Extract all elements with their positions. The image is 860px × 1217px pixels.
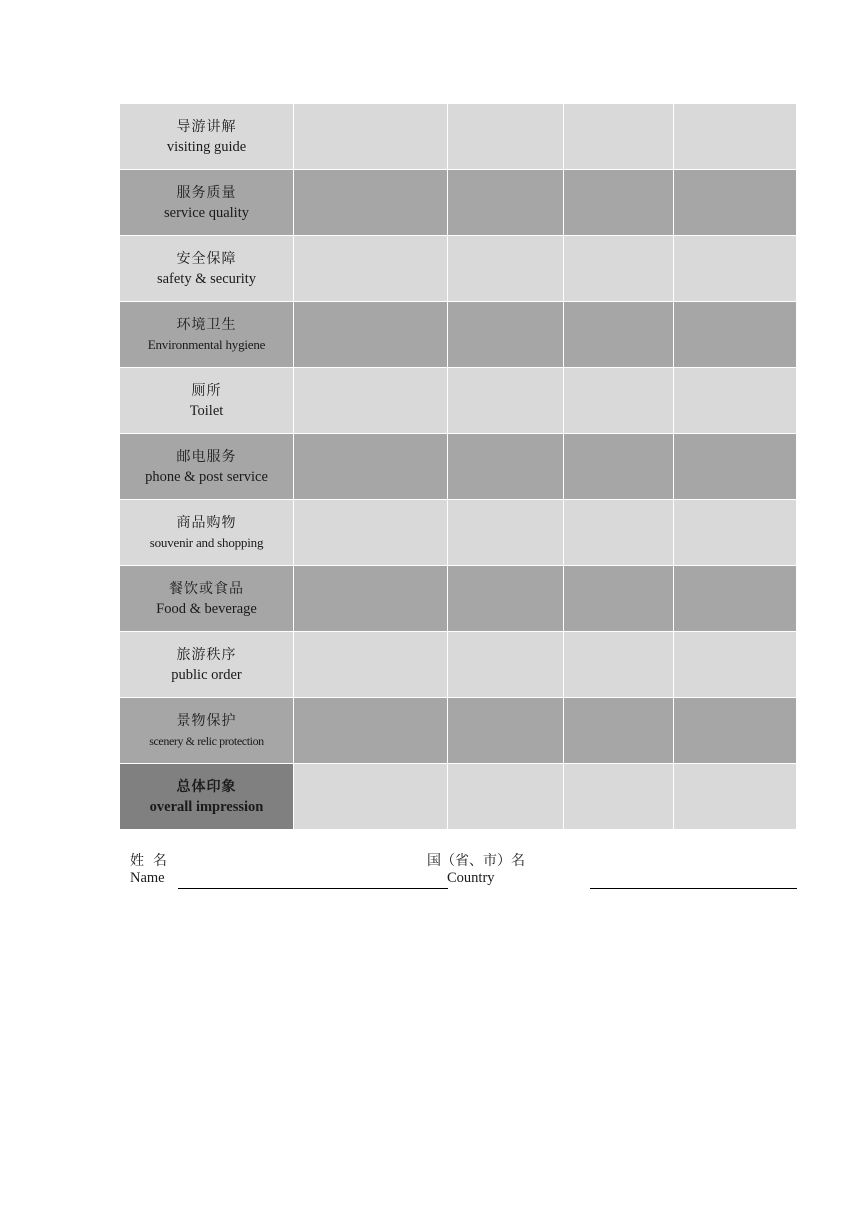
rating-cell[interactable] bbox=[294, 764, 448, 829]
row-label-en: overall impression bbox=[149, 798, 264, 815]
table-row-public-order bbox=[120, 632, 796, 698]
row-label bbox=[120, 302, 294, 367]
table-row-environmental-hygiene bbox=[120, 302, 796, 368]
row-label bbox=[120, 764, 294, 829]
row-label bbox=[120, 104, 294, 169]
row-label-zh: 景物保护 bbox=[176, 712, 237, 729]
rating-cell[interactable] bbox=[674, 500, 796, 565]
row-label bbox=[120, 368, 294, 433]
row-label-en: visiting guide bbox=[166, 138, 247, 155]
row-label-en: safety & security bbox=[156, 270, 257, 287]
row-label bbox=[120, 566, 294, 631]
name-label-en: Name bbox=[130, 870, 165, 886]
table-row-phone-post-service bbox=[120, 434, 796, 500]
rating-cell[interactable] bbox=[564, 434, 674, 499]
rating-cell[interactable] bbox=[448, 170, 564, 235]
rating-cell[interactable] bbox=[448, 632, 564, 697]
rating-cell[interactable] bbox=[294, 368, 448, 433]
rating-cell[interactable] bbox=[564, 632, 674, 697]
rating-cell[interactable] bbox=[448, 104, 564, 169]
rating-cell[interactable] bbox=[448, 698, 564, 763]
rating-cell[interactable] bbox=[448, 236, 564, 301]
row-label-zh: 商品购物 bbox=[176, 514, 237, 531]
rating-cell[interactable] bbox=[448, 500, 564, 565]
rating-cell[interactable] bbox=[448, 368, 564, 433]
rating-cell[interactable] bbox=[564, 170, 674, 235]
row-label-zh: 环境卫生 bbox=[176, 316, 237, 333]
rating-cell[interactable] bbox=[294, 236, 448, 301]
rating-cell[interactable] bbox=[448, 764, 564, 829]
rating-cell[interactable] bbox=[674, 170, 796, 235]
row-label-zh: 厕所 bbox=[191, 382, 222, 399]
row-label-en: scenery & relic protection bbox=[149, 733, 264, 748]
rating-cell[interactable] bbox=[564, 302, 674, 367]
country-field[interactable] bbox=[590, 888, 797, 889]
row-label-zh: 服务质量 bbox=[176, 184, 237, 201]
rating-cell[interactable] bbox=[674, 236, 796, 301]
row-label bbox=[120, 500, 294, 565]
rating-cell[interactable] bbox=[448, 566, 564, 631]
rating-cell[interactable] bbox=[674, 698, 796, 763]
name-field[interactable] bbox=[178, 888, 448, 889]
rating-cell[interactable] bbox=[674, 368, 796, 433]
rating-cell[interactable] bbox=[448, 302, 564, 367]
rating-cell[interactable] bbox=[294, 698, 448, 763]
row-label-en: phone & post service bbox=[145, 468, 268, 485]
row-label bbox=[120, 236, 294, 301]
rating-cell[interactable] bbox=[674, 632, 796, 697]
rating-cell[interactable] bbox=[294, 500, 448, 565]
table-row-souvenir-shopping bbox=[120, 500, 796, 566]
row-label-zh: 导游讲解 bbox=[176, 118, 237, 135]
country-label-zh: 国（省、市）名 bbox=[427, 853, 525, 869]
rating-cell[interactable] bbox=[294, 632, 448, 697]
row-label-zh: 邮电服务 bbox=[176, 448, 237, 465]
rating-cell[interactable] bbox=[674, 566, 796, 631]
rating-cell[interactable] bbox=[564, 368, 674, 433]
table-row-visiting-guide bbox=[120, 104, 796, 170]
row-label bbox=[120, 170, 294, 235]
row-label-en: Food & beverage bbox=[156, 600, 257, 617]
row-label-zh: 餐饮或食品 bbox=[169, 580, 244, 597]
rating-cell[interactable] bbox=[564, 500, 674, 565]
row-label bbox=[120, 632, 294, 697]
row-label-en: Toilet bbox=[189, 402, 224, 419]
row-label-zh: 总体印象 bbox=[176, 778, 237, 795]
rating-cell[interactable] bbox=[564, 698, 674, 763]
rating-cell[interactable] bbox=[294, 104, 448, 169]
row-label-en: public order bbox=[171, 666, 242, 683]
country-label-en: Country bbox=[447, 870, 495, 886]
row-label bbox=[120, 698, 294, 763]
table-row-service-quality bbox=[120, 170, 796, 236]
table-row-safety-security bbox=[120, 236, 796, 302]
rating-cell[interactable] bbox=[294, 302, 448, 367]
rating-cell[interactable] bbox=[674, 764, 796, 829]
rating-cell[interactable] bbox=[674, 434, 796, 499]
rating-table bbox=[120, 104, 796, 830]
rating-cell[interactable] bbox=[674, 302, 796, 367]
row-label bbox=[120, 434, 294, 499]
row-label-zh: 安全保障 bbox=[176, 250, 237, 267]
row-label-en: Environmental hygiene bbox=[147, 336, 266, 352]
table-row-toilet bbox=[120, 368, 796, 434]
rating-cell[interactable] bbox=[564, 566, 674, 631]
row-label-en: souvenir and shopping bbox=[149, 534, 264, 550]
name-label-zh: 姓 名 bbox=[130, 853, 167, 869]
rating-cell[interactable] bbox=[294, 566, 448, 631]
row-label-zh: 旅游秩序 bbox=[176, 646, 237, 663]
table-row-food-beverage bbox=[120, 566, 796, 632]
row-label-en: service quality bbox=[164, 204, 249, 221]
rating-cell[interactable] bbox=[564, 104, 674, 169]
rating-cell[interactable] bbox=[294, 434, 448, 499]
rating-cell[interactable] bbox=[448, 434, 564, 499]
table-row-scenery-relic-protection bbox=[120, 698, 796, 764]
table-row-overall-impression bbox=[120, 764, 796, 830]
rating-cell[interactable] bbox=[674, 104, 796, 169]
rating-cell[interactable] bbox=[294, 170, 448, 235]
rating-cell[interactable] bbox=[564, 236, 674, 301]
rating-cell[interactable] bbox=[564, 764, 674, 829]
